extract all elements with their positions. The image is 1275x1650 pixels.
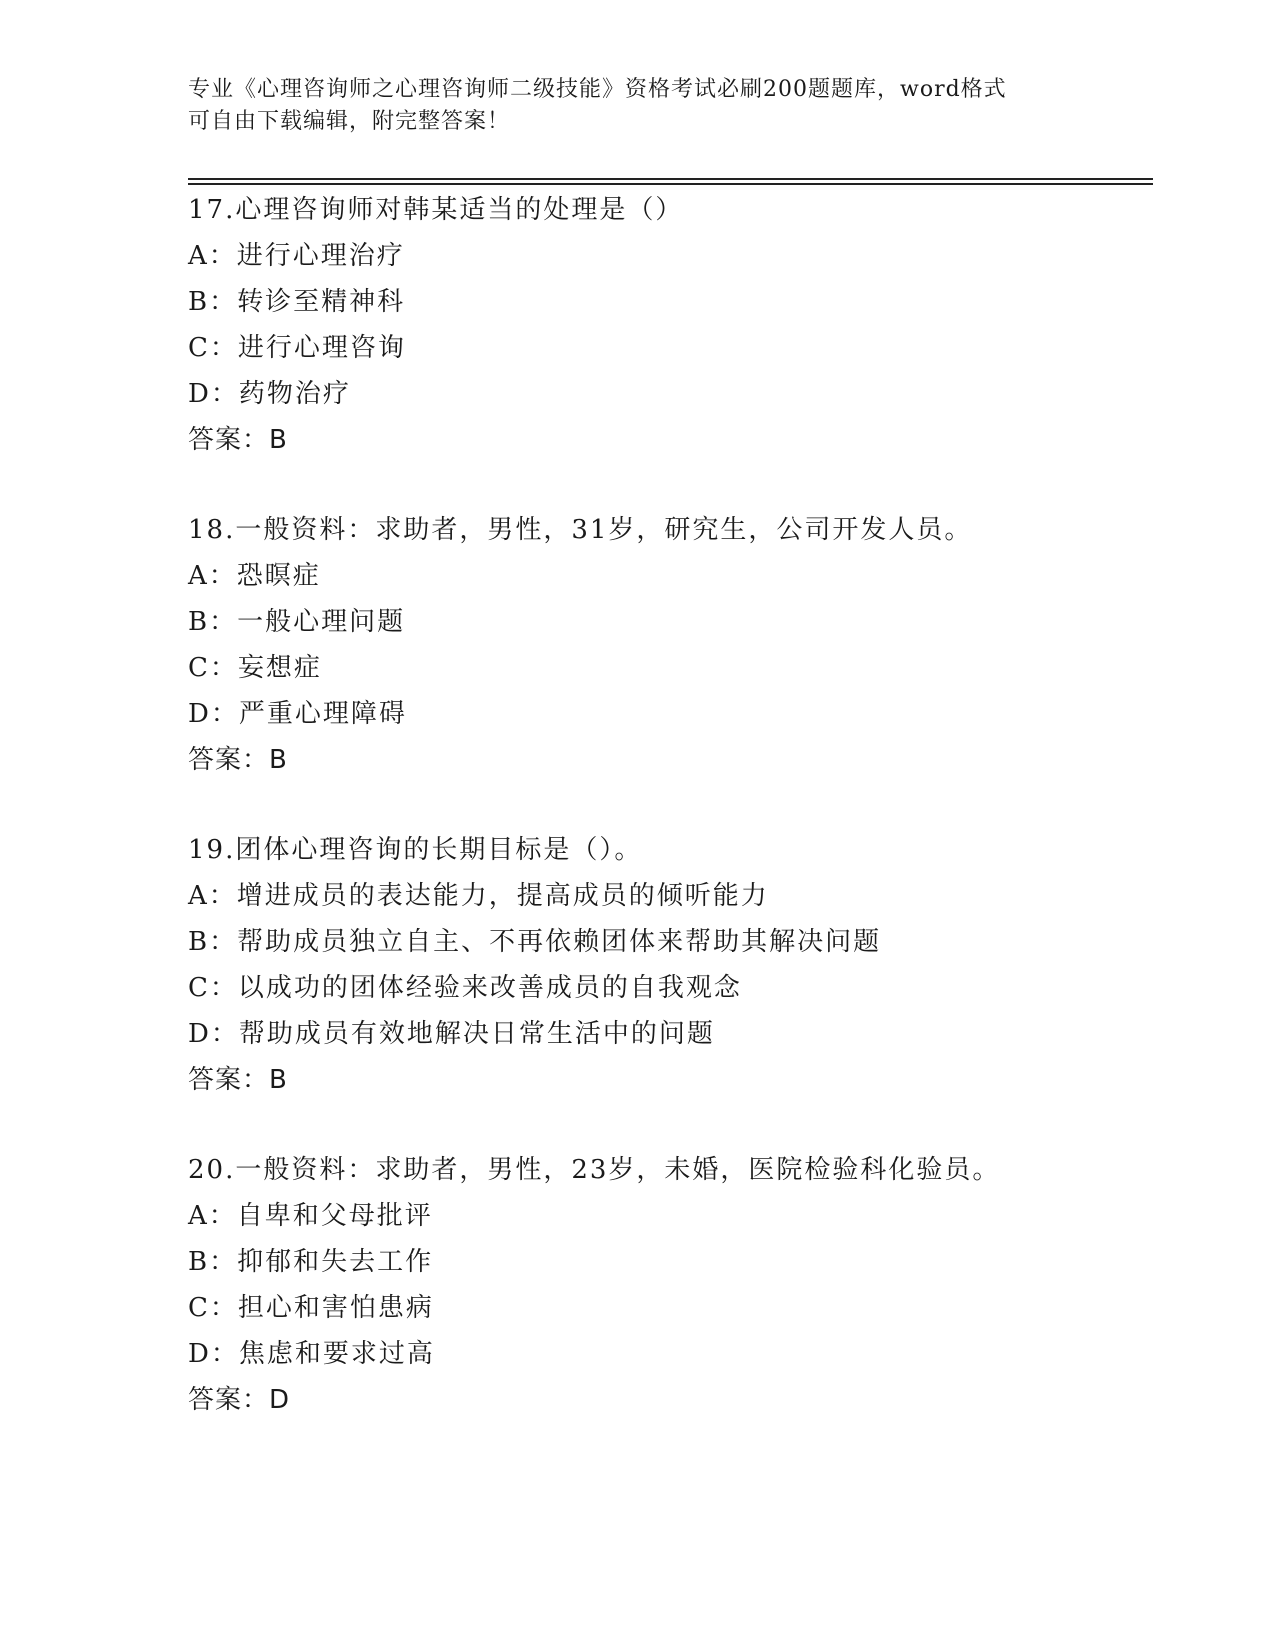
option-b: B：抑郁和失去工作 [188, 1247, 434, 1277]
option-d: D：帮助成员有效地解决日常生活中的问题 [188, 1019, 715, 1049]
option-c: C：担心和害怕患病 [188, 1293, 434, 1323]
option-b: B：转诊至精神科 [188, 287, 406, 317]
header-line-2: 可自由下载编辑，附完整答案！ [188, 109, 511, 134]
option-b: B：一般心理问题 [188, 607, 406, 637]
option-a: A：进行心理治疗 [188, 241, 405, 271]
answer-line: 答案：D [188, 1385, 291, 1415]
answer-line: 答案：B [188, 1065, 288, 1095]
question-20 [188, 1147, 1148, 1423]
option-a: A：增进成员的表达能力，提高成员的倾听能力 [188, 881, 769, 911]
option-a: A：自卑和父母批评 [188, 1201, 433, 1231]
document-header [188, 74, 1088, 138]
option-d: D：药物治疗 [188, 379, 351, 409]
option-c: C：进行心理咨询 [188, 333, 406, 363]
question-stem: 18.一般资料：求助者，男性，31岁，研究生，公司开发人员。 [188, 515, 973, 545]
header-line-1: 专业《心理咨询师之心理咨询师二级技能》资格考试必刷200题题库，word格式 [188, 77, 1007, 102]
option-b: B：帮助成员独立自主、不再依赖团体来帮助其解决问题 [188, 927, 882, 957]
question-19 [188, 827, 1148, 1103]
option-d: D：焦虑和要求过高 [188, 1339, 435, 1369]
answer-line: 答案：B [188, 425, 288, 455]
question-stem: 17.心理咨询师对韩某适当的处理是（） [188, 195, 684, 225]
header-divider-top [188, 178, 1153, 180]
header-divider-bottom [188, 183, 1153, 185]
question-17 [188, 187, 1148, 463]
question-18 [188, 507, 1148, 783]
question-stem: 20.一般资料：求助者，男性，23岁，未婚，医院检验科化验员。 [188, 1155, 1001, 1185]
option-a: A：恐暝症 [188, 561, 321, 591]
option-d: D：严重心理障碍 [188, 699, 407, 729]
option-c: C：以成功的团体经验来改善成员的自我观念 [188, 973, 742, 1003]
answer-line: 答案：B [188, 745, 288, 775]
question-stem: 19.团体心理咨询的长期目标是（）。 [188, 835, 643, 865]
option-c: C：妄想症 [188, 653, 322, 683]
